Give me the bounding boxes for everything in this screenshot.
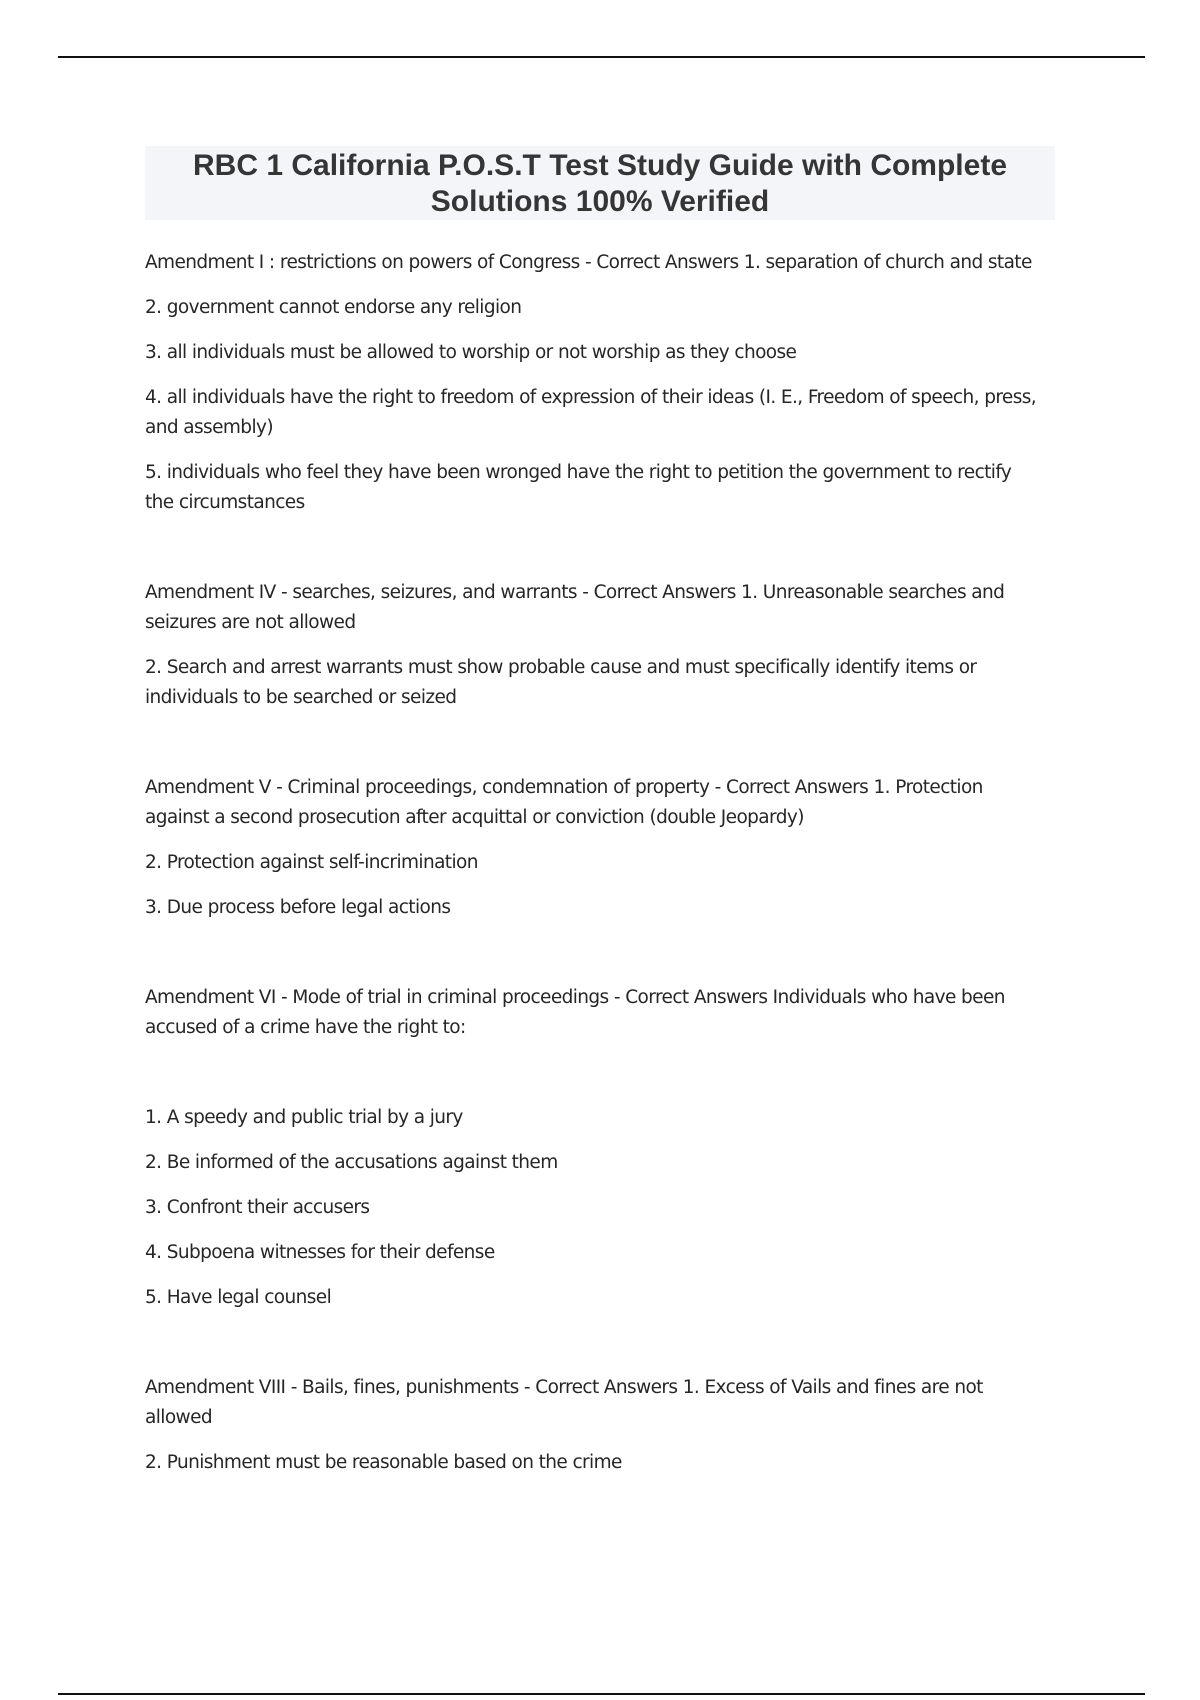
entry-item: 5. Have legal counsel xyxy=(145,1287,332,1308)
entry-item: 2. Punishment must be reasonable based on the crime xyxy=(145,1452,622,1473)
bottom-rule xyxy=(58,1693,1145,1695)
entry-question: Amendment I : restrictions on powers of Congress - Correct Answers 1. separation of church and state xyxy=(145,252,1032,273)
entry-question: Amendment V - Criminal proceedings, condemnation of property - Correct Answers 1. Protection against a second prosecution after acquittal or conviction (double Jeopardy) xyxy=(145,777,983,828)
entry-item: 4. Subpoena witnesses for their defense xyxy=(145,1242,495,1263)
entry-question: Amendment VI - Mode of trial in criminal proceedings - Correct Answers Individuals who have been accused of a crime have the right to: xyxy=(145,987,1005,1038)
entry-item: 4. all individuals have the right to freedom of expression of their ideas (I. E., Freedom of speech, press, and assembly) xyxy=(145,387,1037,438)
title-box xyxy=(145,146,1055,220)
document-title-line-2: Solutions 100% Verified xyxy=(430,185,770,218)
entry-item: 3. all individuals must be allowed to worship or not worship as they choose xyxy=(145,342,797,363)
document-title-line-1: RBC 1 California P.O.S.T Test Study Guide with Complete xyxy=(193,149,1007,182)
entry-item: 2. Protection against self-incrimination xyxy=(145,852,478,873)
entry-item: 2. Be informed of the accusations against them xyxy=(145,1152,558,1173)
entry-item: 3. Confront their accusers xyxy=(145,1197,370,1218)
document-body xyxy=(145,248,1045,1478)
document-title xyxy=(145,146,1055,220)
entry-item: 2. government cannot endorse any religion xyxy=(145,297,522,318)
entry-question: Amendment IV - searches, seizures, and warrants - Correct Answers 1. Unreasonable searches and seizures are not allowed xyxy=(145,582,1005,633)
entry-item: 5. individuals who feel they have been wronged have the right to petition the government to rectify the circumstances xyxy=(145,462,1012,513)
entry-item: 2. Search and arrest warrants must show probable cause and must specifically identify items or individuals to be searched or seized xyxy=(145,657,977,708)
entry-item: 3. Due process before legal actions xyxy=(145,897,451,918)
entry-question: Amendment VIII - Bails, fines, punishments - Correct Answers 1. Excess of Vails and fines are not allowed xyxy=(145,1377,983,1428)
entry-item: 1. A speedy and public trial by a jury xyxy=(145,1107,463,1128)
top-rule xyxy=(58,56,1145,58)
